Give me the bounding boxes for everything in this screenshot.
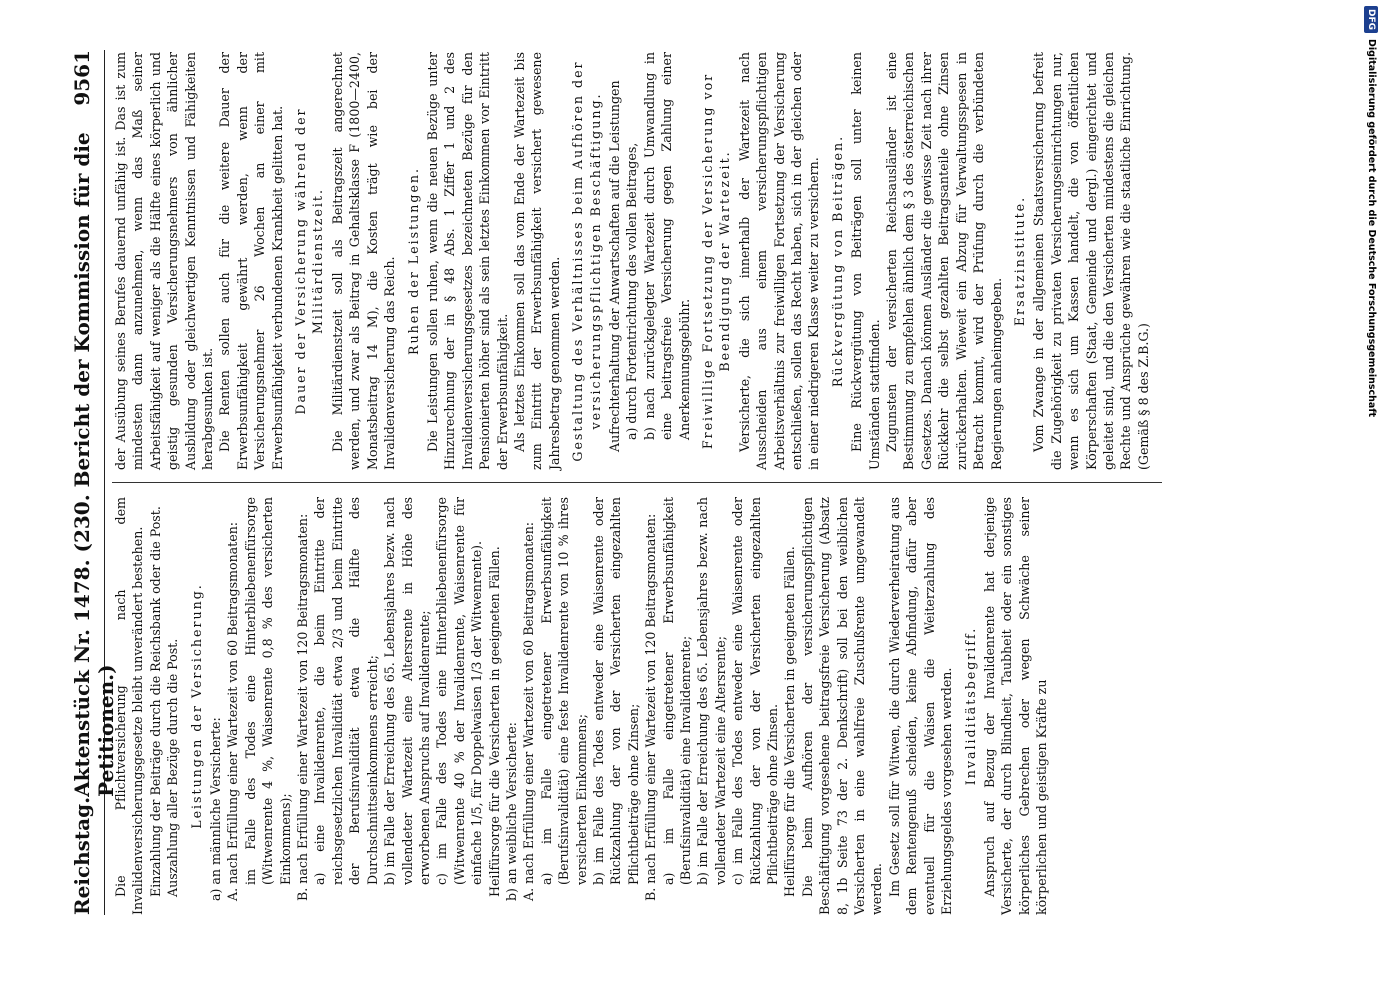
section-heading: Leistungen der Versicherung. bbox=[188, 583, 204, 829]
section-heading: Gestaltung des Verhältnisses beim Aufhören der versicherungspflichtigen Beschäftigung. bbox=[570, 60, 603, 462]
paragraph: Die Pflichtversicherung nach dem Invalidenversicherungsgesetze bleibt unverändert bestehen. bbox=[113, 497, 146, 915]
paragraph: Die Militärdienstzeit soll als Beitragszeit angerechnet werden, und zwar als Beitrag in Gehaltsklasse F (1800—2400, Monatsbeitrag 14 M), die Kosten trägt wie bei der Invalidenversicherung das Reich. bbox=[329, 52, 398, 470]
left-column bbox=[112, 497, 1051, 915]
list-item: A. nach Erfüllung einer Wartezeit von 60 Beitragsmonaten: bbox=[225, 521, 241, 901]
section-heading: Rückvergütung von Beiträgen. bbox=[829, 134, 845, 388]
header-title: Aktenstück Nr. 1478. (230. Bericht der Kommission für die Petitionen.) bbox=[70, 132, 118, 797]
paragraph: Aufrechterhaltung der Anwartschaften auf die Leistungen bbox=[606, 80, 622, 452]
paragraph: Zugunsten der versicherten Reichsausländer ist eine Bestimmung zu empfehlen ähnlich dem § 3 des österreichischen Gesetzes. Danach können Ausländer die gewisse Zeit nach ihrer Rückkehr die selbst gezahlten Beitragsanteile ohne Zinsen zurückerhalten. Wieweit ein Abzug für Verwaltungsspesen in Betracht kommt, wird der Prüfung durch die verbündeten Regierungen anheimgegeben. bbox=[884, 52, 1004, 470]
list-item: b) nach zurückgelegter Wartezeit durch Umwandlung in eine beitragsfreie Versicherung gegen Zahlung einer Anerkennungsgebühr. bbox=[641, 52, 692, 440]
paragraph: Einzahlung der Beiträge durch die Reichsbank oder die Post. bbox=[147, 506, 163, 897]
digitization-note bbox=[1360, 6, 1382, 994]
list-item: a) eine Invalidenrente, die beim Eintritte der reichsgesetzlichen Invalidität etwa 2/3 und beim Eintritte der Berufsinvalidität etwa die Hälfte des Durchschnittseinkommens erreicht; bbox=[312, 497, 380, 885]
list-item: B. nach Erfüllung einer Wartezeit von 120 Beitragsmonaten: bbox=[295, 513, 311, 901]
paragraph: Auszahlung aller Bezüge durch die Post. bbox=[165, 638, 181, 897]
list-item: a) an männliche Versicherte: bbox=[208, 717, 224, 901]
paragraph: der Ausübung seines Berufes dauernd unfähig ist. Das ist zum mindesten dann anzunehmen, wenn das Maß seiner Arbeitsfähigkeit auf weniger als die Hälfte eines körperlich und geistig gesunden Versicherungsnehmers von ähnlicher Ausbildung oder gleichwertigen Kenntnissen und Fähigkeiten herabgesunken ist. bbox=[113, 52, 216, 470]
paragraph: Die Leistungen sollen ruhen, wenn die neuen Bezüge unter Hinzurechnung der in § 48 Abs. 1 Ziffer 1 und 2 des Invalidenversicherungsgesetzes bezeichneten Bezüge für den Pensionierten höher sind als sein letztes Einkommen vor Eintritt der Erwerbsunfähigkeit. bbox=[424, 52, 510, 470]
list-item: b) im Falle des Todes entweder eine Waisenrente oder Rückzahlung der von der Versicherten eingezahlten Pflichtbeiträge ohne Zinsen; bbox=[590, 497, 641, 885]
list-item: b) im Falle der Erreichung des 65. Lebensjahres bezw. nach vollendeter Wartezeit eine Altersrente; bbox=[695, 497, 728, 885]
column-divider bbox=[112, 482, 1162, 483]
section-heading: Ersatzinstitute. bbox=[1011, 195, 1027, 327]
list-item: c) im Falle des Todes entweder eine Waisenrente oder Rückzahlung der von der Versicherten eingezahlten Pflichtbeiträge ohne Zinsen. bbox=[730, 497, 781, 885]
section-heading: Ruhen der Leistungen. bbox=[405, 166, 421, 356]
page-number: 9561 bbox=[70, 50, 94, 106]
list-item: c) im Falle des Todes eine Hinterbliebenenfürsorge (Witwenrente 40 % der Invalidenrente, Waisenrente für einfache 1/5, für Doppelwaisen 1/3 der Witwenrente). bbox=[434, 497, 485, 885]
paragraph: Die beim Aufhören der versicherungspflichtigen Beschäftigung vorgesehene beitragsfreie Versicherung (Absatz 8, 1b Seite 73 der 2. Denkschrift) soll bei den weiblichen Versicherten in eine wahlfreie Zuschußrente umgewandelt werden. bbox=[799, 497, 885, 915]
paragraph: Die Renten sollen auch für die weitere Dauer der Erwerbsunfähigkeit gewährt werden, wenn der Versicherungsnehmer 26 Wochen an einer mit Erwerbsunfähigkeit verbundenen Krankheit gelitten hat. bbox=[217, 52, 285, 470]
paragraph: Im Gesetz soll für Witwen, die durch Wiederverheiratung aus dem Rentengenuß scheiden, keine Abfindung, dafür aber eventuell für die Waisen die Weiterzahlung des Erziehungsgeldes vorgesehen werden. bbox=[886, 497, 955, 915]
paragraph: Eine Rückvergütung von Beiträgen soll unter keinen Umständen stattfinden. bbox=[849, 52, 882, 470]
right-column bbox=[112, 52, 1152, 470]
list-item: a) im Falle eingetretener Erwerbsunfähigkeit (Berufsinvalidität) eine Invalidenrente; bbox=[660, 497, 693, 885]
paragraph: Heilfürsorge für die Versicherten in geeigneten Fällen. bbox=[782, 546, 798, 897]
digitization-text: Digitalisierung gefördert durch die Deutsche Forschungsgemeinschaft bbox=[1366, 39, 1377, 417]
paragraph: Heilfürsorge für die Versicherten in geeigneten Fällen. bbox=[486, 546, 502, 897]
list-item: b) an weibliche Versicherte: bbox=[503, 722, 519, 901]
list-item: im Falle des Todes eine Hinterbliebenenfürsorge (Witwenrente 4 %, Waisenrente 0,8 % des versicherten Einkommens); bbox=[242, 497, 293, 885]
list-item: a) im Falle eingetretener Erwerbsunfähigkeit (Berufsinvalidität) eine feste Invalidenrente von 10 % ihres versicherten Einkommens; bbox=[538, 497, 589, 885]
list-item: A. nach Erfüllung einer Wartezeit von 60 Beitragsmonaten: bbox=[521, 521, 537, 901]
paragraph: Versicherte, die sich innerhalb der Wartezeit nach Ausscheiden aus einem versicherungspflichtigen Arbeitsverhältnis zur freiwilligen Fortsetzung der Versicherung entschließen, sollen das Recht haben, sich in der gleichen oder in einer niedrigeren Klasse weiter zu versichern. bbox=[736, 52, 822, 470]
page-header bbox=[70, 50, 118, 915]
section-heading: Freiwillige Fortsetzung der Versicherung vor Beendigung der Wartezeit. bbox=[700, 72, 733, 450]
header-left: Reichstag. bbox=[70, 796, 94, 915]
paragraph: Anspruch auf Bezug der Invalidenrente hat derjenige Versicherte, der durch Blindheit, Taubheit oder ein sonstiges körperliches Gebrechen oder wegen Schwäche seiner körperlichen und geistigen Kräfte zu bbox=[981, 497, 1050, 915]
list-item: b) im Falle der Erreichung des 65. Lebensjahres bezw. nach vollendeter Wartezeit eine Altersrente in Höhe des erworbenen Anspruchs auf Invalidenrente; bbox=[382, 497, 432, 885]
paragraph: Vom Zwange in der allgemeinen Staatsversicherung befreit die Zugehörigkeit zu privaten Versicherungseinrichtungen nur, wenn es sich um Kassen handelt, die von öffentlichen Körperschaften (Staat, Gemeinde und dergl.) eingerichtet und geleitet sind, und die den Versicherten mindestens die gleichen Rechte und Ansprüche gewähren wie die staatliche Einrichtung. (Gemäß § 8 des Z.B.G.) bbox=[1031, 52, 1151, 470]
dfg-logo: DFG bbox=[1364, 6, 1378, 33]
list-item: a) durch Fortentrichtung des vollen Beitrages, bbox=[624, 142, 640, 440]
paragraph: Als letztes Einkommen soll das vom Ende der Wartezeit bis zum Eintritt der Erwerbsunfähigkeit versichert gewesene Jahresbetrag genommen werden. bbox=[511, 52, 562, 470]
section-heading: Invaliditätsbegriff. bbox=[962, 626, 978, 786]
list-item: B. nach Erfüllung einer Wartezeit von 120 Beitragsmonaten: bbox=[643, 513, 659, 901]
section-heading: Dauer der Versicherung während der Militärdienstzeit. bbox=[293, 107, 326, 415]
